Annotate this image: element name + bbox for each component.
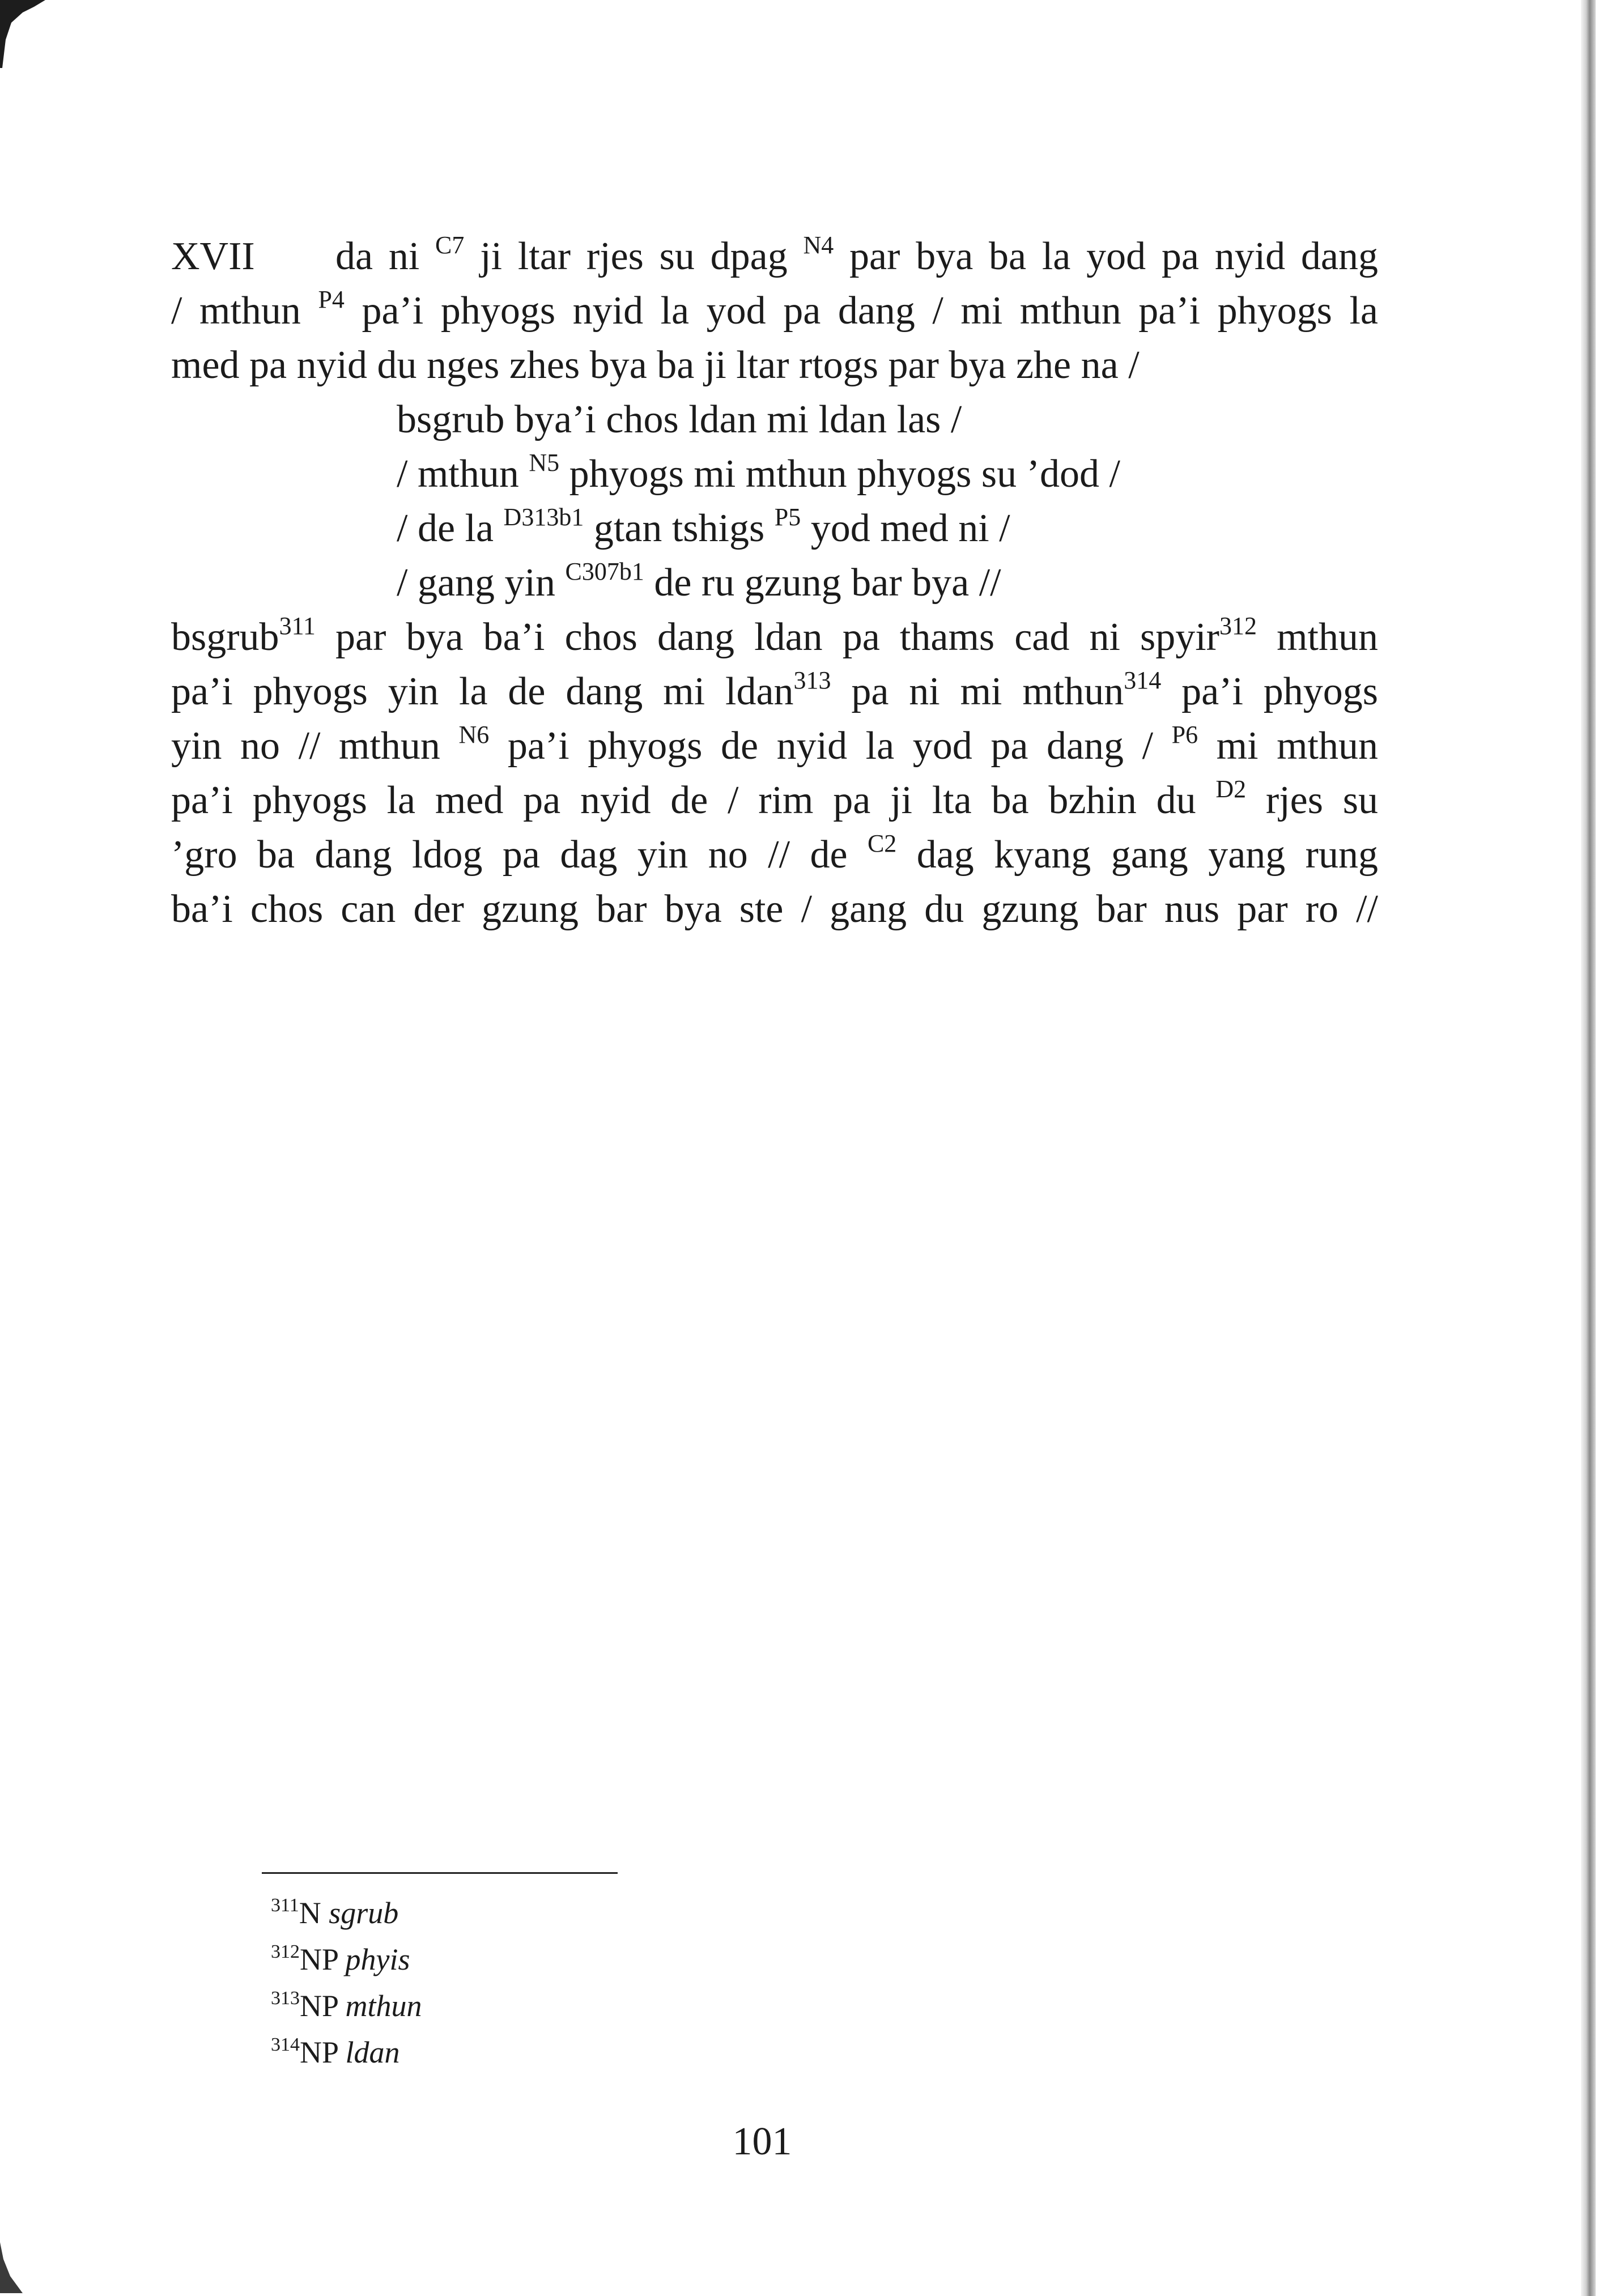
verse-line	[171, 447, 1378, 501]
siglum-marker: C307b1	[565, 557, 644, 585]
footnote-reading: sgrub	[329, 1896, 399, 1930]
text-run: rjes su	[1246, 779, 1378, 822]
footnote-number: 312	[271, 1941, 300, 1962]
siglum-marker: D2	[1215, 775, 1247, 803]
text-run: pa’i phyogs de nyid la yod pa dang /	[489, 724, 1172, 768]
footnote-number: 313	[271, 1988, 300, 2009]
text-line	[171, 882, 1378, 937]
text-line	[171, 610, 1378, 665]
text-run: yin no // mthun	[171, 724, 459, 768]
text-run: pa’i phyogs la med pa nyid de / rim pa ji lta ba bzhin du	[171, 779, 1216, 822]
text-run: da ni	[335, 235, 436, 278]
siglum-marker: P4	[318, 285, 345, 313]
footnote-number: 314	[271, 2034, 300, 2055]
text-run: mthun	[1257, 615, 1378, 659]
footnote	[271, 1890, 422, 1936]
siglum-marker: D313b1	[503, 503, 584, 531]
footnote-reading: phyis	[345, 1942, 410, 1976]
footnote-ref[interactable]: 314	[1124, 666, 1162, 694]
footnote	[271, 1983, 422, 2029]
text-run: gtan tshigs	[584, 507, 775, 550]
text-run: par bya ba la yod pa nyid dang	[834, 235, 1378, 278]
footnote-number: 311	[271, 1895, 299, 1916]
footnote-reading: ldan	[345, 2035, 400, 2069]
footnote-ref[interactable]: 312	[1219, 611, 1257, 640]
siglum-marker: N5	[529, 448, 560, 477]
verse-line	[171, 393, 1378, 447]
text-run: de ru gzung bar bya //	[644, 561, 1001, 605]
text-line	[171, 229, 1378, 284]
text-line	[171, 284, 1378, 338]
text-line	[171, 338, 1378, 393]
scan-corner-shadow	[0, 0, 45, 71]
page-number: 101	[732, 2120, 792, 2163]
text-run: yod med ni /	[801, 507, 1010, 550]
text-run: pa’i phyogs nyid la yod pa dang / mi mthun pa’i phyogs la	[344, 289, 1378, 333]
footnotes	[271, 1890, 422, 2076]
footnote-ref[interactable]: 313	[793, 666, 831, 694]
verse-line	[171, 501, 1378, 556]
text-line	[171, 773, 1378, 828]
text-run: pa’i phyogs yin la de dang mi ldan	[171, 670, 794, 713]
text-run: ji ltar rjes su dpag	[464, 235, 804, 278]
footnote-sigla: N	[299, 1896, 329, 1930]
text-line	[171, 719, 1378, 773]
text-run: bsgrub bya’i chos ldan mi ldan las /	[397, 398, 962, 441]
siglum-marker: P5	[774, 503, 801, 531]
text-run: pa ni mi mthun	[831, 670, 1124, 713]
footnote-reading: mthun	[345, 1989, 422, 2023]
siglum-marker: C7	[435, 231, 465, 259]
text-run: med pa nyid du nges zhes bya ba ji ltar rtogs par bya zhe na /	[171, 343, 1140, 387]
siglum-marker: N6	[458, 720, 490, 749]
text-run: mi mthun	[1198, 724, 1378, 768]
text-line	[171, 665, 1378, 719]
text-run: / mthun	[397, 452, 529, 496]
text-run: ’gro ba dang ldog pa dag yin no // de	[171, 833, 868, 877]
footnote-ref[interactable]: 311	[279, 611, 316, 640]
text-line	[171, 828, 1378, 882]
text-run: pa’i phyogs	[1161, 670, 1378, 713]
scan-corner-bottom-shadow	[0, 2242, 34, 2296]
text-run: bsgrub	[171, 615, 279, 659]
siglum-marker: N4	[803, 231, 834, 259]
section-number: XVII	[171, 235, 255, 278]
footnote-sigla: NP	[300, 1942, 346, 1976]
verse-line	[171, 556, 1378, 610]
scan-binding-edge	[1581, 0, 1596, 2296]
footnote-separator	[262, 1872, 618, 1874]
text-run: / gang yin	[397, 561, 566, 605]
text-run: phyogs mi mthun phyogs su ’dod /	[559, 452, 1120, 496]
footnote	[271, 1936, 422, 1983]
footnote-sigla: NP	[300, 1989, 346, 2023]
text-run: dag kyang gang yang rung	[896, 833, 1378, 877]
siglum-marker: C2	[867, 829, 897, 857]
text-run: ba’i chos can der gzung bar bya ste / gang du gzung bar nus par ro //	[171, 887, 1378, 931]
text-run: par bya ba’i chos dang ldan pa thams cad ni spyir	[315, 615, 1219, 659]
text-run: / de la	[397, 507, 504, 550]
main-text	[171, 229, 1378, 937]
siglum-marker: P6	[1171, 720, 1198, 749]
text-run: / mthun	[171, 289, 318, 333]
footnote	[271, 2029, 422, 2076]
footnote-sigla: NP	[300, 2035, 346, 2069]
